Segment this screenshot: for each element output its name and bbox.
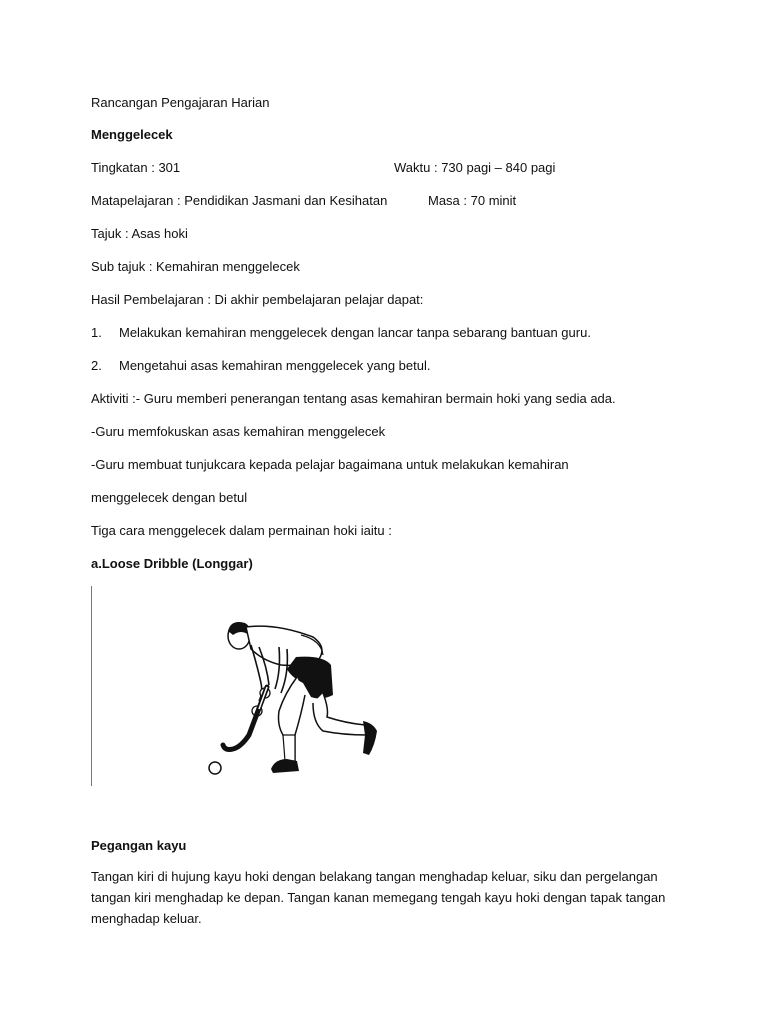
pegangan-kayu-paragraph: Tangan kiri di hujung kayu hoki dengan belakang tangan menghadap keluar, siku dan pergelangan tangan kiri menghadap ke depan. Tangan kanan memegang tengah kayu hoki dengan tapak tangan menghadap keluar. bbox=[91, 869, 666, 926]
guru-line-2-cont: menggelecek dengan betul bbox=[91, 490, 248, 505]
waktu-field: Waktu : 730 pagi – 840 pagi bbox=[394, 160, 556, 175]
aktiviti-line: Aktiviti :- Guru memberi penerangan tentang asas kemahiran bermain hoki yang sedia ada. bbox=[91, 391, 616, 406]
outcome-number: 2. bbox=[91, 358, 102, 373]
tingkatan-field: Tingkatan : 301 bbox=[91, 160, 181, 175]
outcome-text: Mengetahui asas kemahiran menggelecek yang betul. bbox=[119, 358, 431, 373]
pegangan-kayu-heading: Pegangan kayu bbox=[91, 838, 187, 853]
document-title: Rancangan Pengajaran Harian bbox=[91, 95, 270, 110]
topic-heading: Menggelecek bbox=[91, 127, 173, 142]
hasil-pembelajaran: Hasil Pembelajaran : Di akhir pembelajaran pelajar dapat: bbox=[91, 292, 424, 307]
hockey-player-illustration bbox=[91, 585, 391, 790]
guru-line-1: -Guru memfokuskan asas kemahiran menggelecek bbox=[91, 424, 386, 439]
tajuk-field: Tajuk : Asas hoki bbox=[91, 226, 188, 241]
guru-line-2: -Guru membuat tunjukcara kepada pelajar bagaimana untuk melakukan kemahiran bbox=[91, 457, 569, 472]
outcome-number: 1. bbox=[91, 325, 102, 340]
tiga-cara-line: Tiga cara menggelecek dalam permainan hoki iaitu : bbox=[91, 523, 392, 538]
matapelajaran-field: Matapelajaran : Pendidikan Jasmani dan Kesihatan bbox=[91, 193, 388, 208]
sub-tajuk-field: Sub tajuk : Kemahiran menggelecek bbox=[91, 259, 300, 274]
masa-field: Masa : 70 minit bbox=[428, 193, 517, 208]
outcome-text: Melakukan kemahiran menggelecek dengan lancar tanpa sebarang bantuan guru. bbox=[119, 325, 591, 340]
loose-dribble-heading: a.Loose Dribble (Longgar) bbox=[91, 556, 253, 571]
